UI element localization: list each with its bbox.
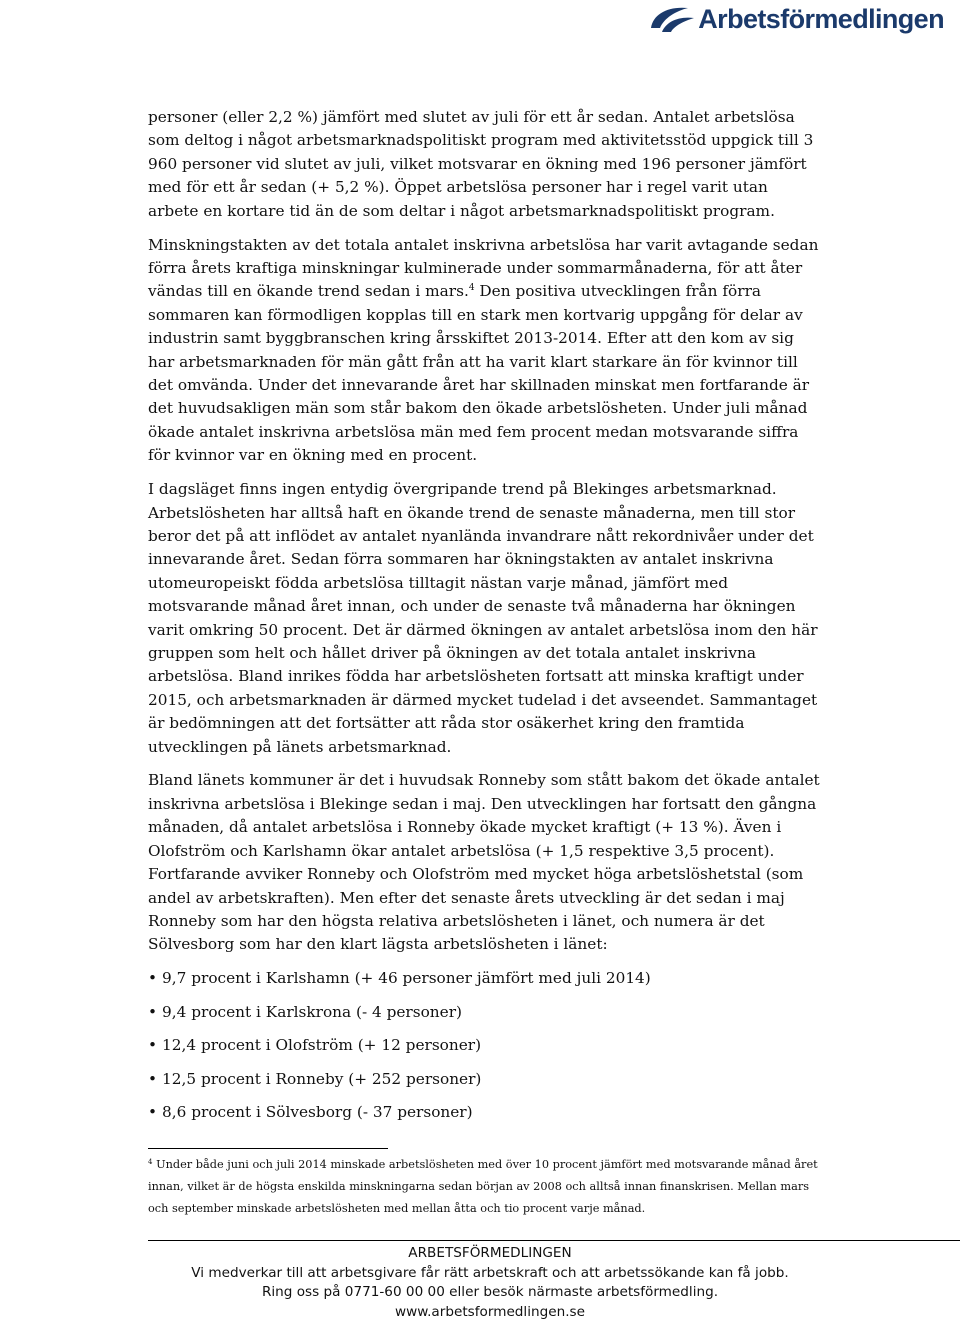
paragraph: Bland länets kommuner är det i huvudsak Ronneby som stått bakom det ökade antalet inskrivna arbetslösa i Blekinge sedan i maj. Den utvecklingen har fortsatt den gångna månaden, då antalet arbetslösa i Ronneby ökade mycket kraftigt (+ 13 %). Även i Olofström och Karlshamn ökar antalet arbetslösa (+ 1,5 respektive 3,5 procent). Fortfarande avviker Ronneby och Olofström med mycket höga arbetslöshetstal (som andel av arbetskraften). Men efter det senaste årets utveckling är det sedan i maj Ronneby som har den högsta relativa arbetslösheten i länet, och numera är det Sölvesborg som har den klart lägsta arbetslösheten i länet: [148, 769, 820, 956]
list-item: • 12,4 procent i Olofström (+ 12 personer) [148, 1034, 820, 1068]
footer-website-link[interactable]: www.arbetsformedlingen.se [160, 1303, 820, 1322]
footer-org: ARBETSFÖRMEDLINGEN [160, 1244, 820, 1264]
paragraph-text: Minskningstakten av det totala antalet inskrivna arbetslösa har varit avtagande sedan förra årets kraftiga minskningar kulminerade under sommarmånaderna, för att åter vändas till en ökande trend sedan i mars. [148, 236, 818, 301]
list-item: • 9,7 procent i Karlshamn (+ 46 personer jämfört med juli 2014) [148, 967, 820, 1001]
arbetsformedlingen-swoosh-icon [650, 2, 696, 36]
footnote-text: Under både juni och juli 2014 minskade arbetslösheten med över 10 procent jämfört med motsvarande månad året innan, vilket är de högsta enskilda minskningarna sedan början av 2008 och alltså innan finanskrisen. Mellan mars och september minskade arbetslösheten med mellan åtta och tio procent varje månad. [148, 1158, 818, 1215]
footnote [148, 1154, 820, 1220]
body-text [148, 106, 820, 1135]
footnote-divider [148, 1148, 388, 1149]
list-item: • 8,6 procent i Sölvesborg (- 37 personer) [148, 1101, 820, 1135]
footer-contact: Ring oss på 0771-60 00 00 eller besök närmaste arbetsförmedling. [160, 1283, 820, 1303]
paragraph-text: Den positiva utvecklingen från förra sommaren kan förmodligen kopplas till en stark men kortvarig uppgång för delar av industrin samt byggbranschen kring årsskiftet 2013-2014. Efter att den kom av sig har arbetsmarknaden för män gått från att ha varit klart starkare än för kvinnor till det omvända. Under det innevarande året har skillnaden minskat men fortfarande är det huvudsakligen män som står bakom den ökade arbetslösheten. Under juli månad ökade antalet inskrivna arbetslösa män med fem procent medan motsvarande siffra för kvinnor var en ökning med en procent. [148, 282, 809, 464]
footer-mission: Vi medverkar till att arbetsgivare får rätt arbetskraft och att arbetssökande kan få jobb. [160, 1264, 820, 1284]
municipality-list [148, 967, 820, 1135]
page-footer [160, 1244, 820, 1322]
footer-divider [148, 1240, 960, 1241]
paragraph: I dagsläget finns ingen entydig övergripande trend på Blekinges arbetsmarknad. Arbetslösheten har alltså haft en ökande trend de senaste månaderna, men till stor beror det på att inflödet av antalet nyanlända invandrare nått rekordnivåer under det innevarande året. Sedan förra sommaren har ökningstakten av antalet inskrivna utomeuropeiskt födda arbetslösa tilltagit nästan varje månad, jämfört med motsvarande månad året innan, och under de senaste två månaderna har ökningen varit omkring 50 procent. Det är därmed ökningen av antalet arbetslösa inom den här gruppen som helt och hållet driver på ökningen av det totala antalet inskrivna arbetslösa. Bland inrikes födda har arbetslösheten fortsatt att minska kraftigt under 2015, och arbetsmarknaden är därmed mycket tudelad i det avseendet. Sammantaget är bedömningen att det fortsätter att råda stor osäkerhet kring den framtida utvecklingen på länets arbetsmarknad. [148, 478, 820, 759]
list-item: • 12,5 procent i Ronneby (+ 252 personer) [148, 1068, 820, 1102]
arbetsformedlingen-logo [650, 2, 944, 36]
list-item: • 9,4 procent i Karlskrona (- 4 personer) [148, 1001, 820, 1035]
paragraph: personer (eller 2,2 %) jämfört med slutet av juli för ett år sedan. Antalet arbetslösa som deltog i något arbetsmarknadspolitiskt program med aktivitetsstöd uppgick till 3 960 personer vid slutet av juli, vilket motsvarar en ökning med 196 personer jämfört med för ett år sedan (+ 5,2 %). Öppet arbetslösa personer har i regel varit utan arbete en kortare tid än de som deltar i något arbetsmarknadspolitiskt program. [148, 106, 820, 223]
paragraph [148, 234, 820, 468]
footnote-number: 4 [148, 1158, 152, 1166]
logo-text: Arbetsförmedlingen [698, 4, 944, 35]
footnote-reference[interactable]: 4 [469, 283, 475, 293]
